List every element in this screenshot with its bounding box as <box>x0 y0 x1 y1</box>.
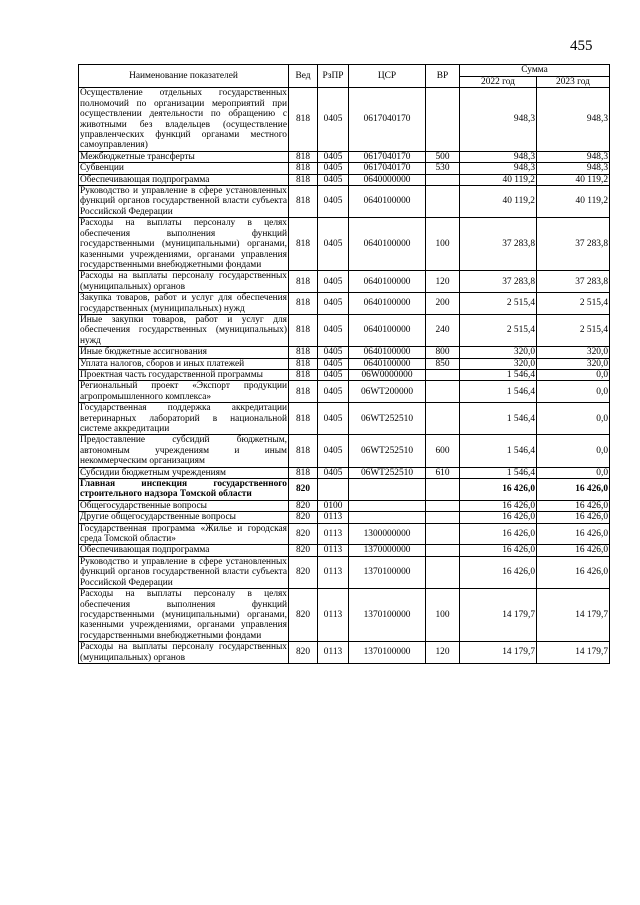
cell-ved: 818 <box>289 403 318 435</box>
table-row <box>79 358 610 369</box>
cell-rzpr: 0405 <box>318 218 349 271</box>
table-row <box>79 151 610 162</box>
cell-sum-2022: 37 283,8 <box>460 218 537 271</box>
cell-ved: 818 <box>289 293 318 315</box>
cell-sum-2023: 320,0 <box>537 347 610 358</box>
cell-vr: 120 <box>426 271 460 293</box>
cell-sum-2022: 14 179,7 <box>460 589 537 642</box>
cell-ved: 818 <box>289 381 318 403</box>
cell-sum-2022: 40 119,2 <box>460 186 537 218</box>
table-row <box>79 88 610 151</box>
cell-sum-2022: 2 515,4 <box>460 293 537 315</box>
header-rzpr: РзПР <box>318 65 349 88</box>
cell-vr <box>426 545 460 556</box>
cell-rzpr: 0100 <box>318 500 349 511</box>
cell-vr: 240 <box>426 314 460 346</box>
table-row <box>79 381 610 403</box>
header-year-2022: 2022 год <box>460 77 537 88</box>
cell-vr <box>426 174 460 185</box>
table-header <box>79 65 610 88</box>
table-row <box>79 186 610 218</box>
cell-rzpr: 0405 <box>318 314 349 346</box>
cell-rzpr: 0113 <box>318 642 349 664</box>
cell-csr: 06WT200000 <box>349 381 426 403</box>
table-body <box>79 88 610 664</box>
cell-name: Проектная часть государственной программы <box>79 369 289 380</box>
cell-name: Субвенции <box>79 163 289 174</box>
cell-rzpr: 0405 <box>318 381 349 403</box>
cell-sum-2023: 948,3 <box>537 88 610 151</box>
cell-vr <box>426 479 460 501</box>
cell-sum-2022: 16 426,0 <box>460 556 537 588</box>
cell-sum-2023: 320,0 <box>537 358 610 369</box>
cell-name: Предоставление субсидий бюджетным, автономным учреждениям и иным некоммерческим организациям <box>80 435 287 467</box>
cell-sum-2023: 2 515,4 <box>537 293 610 315</box>
cell-rzpr: 0405 <box>318 151 349 162</box>
cell-vr <box>426 381 460 403</box>
cell-name: Государственная поддержка аккредитации ветеринарных лабораторий в национальной системе аккредитации <box>80 403 287 434</box>
cell-ved: 820 <box>289 479 318 501</box>
cell-csr: 0640100000 <box>349 218 426 271</box>
cell-sum-2022: 320,0 <box>460 358 537 369</box>
cell-sum-2023: 16 426,0 <box>537 545 610 556</box>
cell-sum-2022: 948,3 <box>460 151 537 162</box>
table-row <box>79 293 610 315</box>
cell-vr: 850 <box>426 358 460 369</box>
cell-sum-2023: 948,3 <box>537 163 610 174</box>
cell-vr: 610 <box>426 467 460 478</box>
cell-name: Обеспечивающая подпрограмма <box>79 174 289 185</box>
cell-csr: 0640100000 <box>349 358 426 369</box>
cell-rzpr: 0405 <box>318 186 349 218</box>
cell-sum-2022: 1 546,4 <box>460 403 537 435</box>
cell-rzpr: 0405 <box>318 347 349 358</box>
table-row <box>79 369 610 380</box>
cell-sum-2023: 948,3 <box>537 151 610 162</box>
cell-vr: 600 <box>426 435 460 467</box>
cell-rzpr: 0405 <box>318 358 349 369</box>
cell-csr: 0617040170 <box>349 88 426 151</box>
table-row <box>79 403 610 435</box>
cell-name: Другие общегосударственные вопросы <box>79 512 289 523</box>
cell-ved: 820 <box>289 589 318 642</box>
cell-sum-2022: 320,0 <box>460 347 537 358</box>
cell-rzpr: 0113 <box>318 556 349 588</box>
table-row <box>79 271 610 293</box>
cell-name: Субсидии бюджетным учреждениям <box>79 467 289 478</box>
table-row <box>79 467 610 478</box>
table-row <box>79 479 610 501</box>
cell-rzpr: 0405 <box>318 467 349 478</box>
cell-name: Расходы на выплаты персоналу в целях обеспечения выполнения функций государственными (муниципальными) органами, казенными учреждениями, органами управления государственными внебюджетными фондами <box>80 218 287 270</box>
cell-csr: 1300000000 <box>349 523 426 545</box>
table-row <box>79 435 610 467</box>
header-sum: Сумма <box>460 65 610 77</box>
cell-vr <box>426 369 460 380</box>
cell-vr <box>426 500 460 511</box>
cell-sum-2022: 40 119,2 <box>460 174 537 185</box>
cell-rzpr: 0113 <box>318 512 349 523</box>
cell-ved: 818 <box>289 163 318 174</box>
cell-sum-2023: 0,0 <box>537 403 610 435</box>
table-row <box>79 218 610 271</box>
cell-name: Общегосударственные вопросы <box>79 500 289 511</box>
table-row <box>79 512 610 523</box>
cell-sum-2022: 16 426,0 <box>460 523 537 545</box>
cell-ved: 820 <box>289 556 318 588</box>
cell-vr: 120 <box>426 642 460 664</box>
cell-name: Иные бюджетные ассигнования <box>79 347 289 358</box>
cell-csr: 1370000000 <box>349 545 426 556</box>
table-row <box>79 545 610 556</box>
cell-csr: 1370100000 <box>349 589 426 642</box>
cell-name: Региональный проект «Экспорт продукции агропромышленного комплекса» <box>80 381 287 402</box>
cell-sum-2022: 1 546,4 <box>460 467 537 478</box>
cell-csr: 06W0000000 <box>349 369 426 380</box>
table-row <box>79 347 610 358</box>
cell-name: Расходы на выплаты персоналу государственных (муниципальных) органов <box>80 271 287 292</box>
cell-sum-2023: 40 119,2 <box>537 174 610 185</box>
cell-vr <box>426 186 460 218</box>
cell-rzpr: 0405 <box>318 174 349 185</box>
cell-vr <box>426 88 460 151</box>
cell-sum-2022: 948,3 <box>460 163 537 174</box>
cell-rzpr: 0113 <box>318 589 349 642</box>
header-name: Наименование показателей <box>79 65 289 88</box>
cell-rzpr: 0405 <box>318 163 349 174</box>
cell-vr: 530 <box>426 163 460 174</box>
cell-csr: 1370100000 <box>349 642 426 664</box>
cell-sum-2023: 2 515,4 <box>537 314 610 346</box>
cell-csr <box>349 500 426 511</box>
cell-sum-2022: 2 515,4 <box>460 314 537 346</box>
cell-vr <box>426 556 460 588</box>
cell-sum-2023: 40 119,2 <box>537 186 610 218</box>
cell-csr: 0640100000 <box>349 271 426 293</box>
cell-csr: 0640000000 <box>349 174 426 185</box>
cell-rzpr: 0405 <box>318 435 349 467</box>
cell-rzpr: 0113 <box>318 523 349 545</box>
cell-ved: 818 <box>289 358 318 369</box>
cell-vr <box>426 403 460 435</box>
table-row <box>79 500 610 511</box>
cell-csr: 0640100000 <box>349 293 426 315</box>
cell-name: Расходы на выплаты персоналу в целях обеспечения выполнения функций государственными (муниципальными) органами, казенными учреждениями, органами управления государственными внебюджетными фондами <box>80 589 287 641</box>
cell-csr: 06WT252510 <box>349 467 426 478</box>
cell-sum-2023: 0,0 <box>537 467 610 478</box>
cell-name: Обеспечивающая подпрограмма <box>79 545 289 556</box>
cell-ved: 818 <box>289 151 318 162</box>
cell-sum-2022: 16 426,0 <box>460 500 537 511</box>
cell-sum-2023: 16 426,0 <box>537 523 610 545</box>
cell-sum-2022: 1 546,4 <box>460 369 537 380</box>
cell-sum-2022: 948,3 <box>460 88 537 151</box>
cell-sum-2023: 0,0 <box>537 381 610 403</box>
cell-sum-2023: 16 426,0 <box>537 556 610 588</box>
table-row <box>79 174 610 185</box>
cell-ved: 818 <box>289 271 318 293</box>
cell-name: Закупка товаров, работ и услуг для обеспечения государственных (муниципальных) нужд <box>80 293 287 314</box>
header-year-2023: 2023 год <box>537 77 610 88</box>
cell-sum-2022: 1 546,4 <box>460 435 537 467</box>
cell-ved: 818 <box>289 467 318 478</box>
cell-rzpr <box>318 479 349 501</box>
cell-sum-2022: 1 546,4 <box>460 381 537 403</box>
cell-vr: 500 <box>426 151 460 162</box>
cell-csr: 1370100000 <box>349 556 426 588</box>
budget-table <box>78 64 610 664</box>
cell-vr <box>426 512 460 523</box>
cell-rzpr: 0113 <box>318 545 349 556</box>
table-row <box>79 642 610 664</box>
cell-name: Уплата налогов, сборов и иных платежей <box>79 358 289 369</box>
cell-ved: 818 <box>289 347 318 358</box>
cell-name: Руководство и управление в сфере установленных функций органов государственной власти субъекта Российской Федерации <box>80 556 287 588</box>
cell-sum-2023: 16 426,0 <box>537 500 610 511</box>
cell-rzpr: 0405 <box>318 403 349 435</box>
cell-ved: 818 <box>289 435 318 467</box>
cell-sum-2023: 37 283,8 <box>537 218 610 271</box>
cell-csr: 0640100000 <box>349 314 426 346</box>
cell-sum-2023: 0,0 <box>537 369 610 380</box>
cell-ved: 820 <box>289 512 318 523</box>
cell-sum-2022: 37 283,8 <box>460 271 537 293</box>
cell-ved: 820 <box>289 523 318 545</box>
cell-ved: 818 <box>289 186 318 218</box>
cell-rzpr: 0405 <box>318 271 349 293</box>
cell-ved: 818 <box>289 174 318 185</box>
cell-csr: 0617040170 <box>349 163 426 174</box>
cell-sum-2023: 0,0 <box>537 435 610 467</box>
cell-name: Государственная программа «Жилье и городская среда Томской области» <box>80 523 287 545</box>
cell-name: Межбюджетные трансферты <box>79 151 289 162</box>
cell-ved: 818 <box>289 369 318 380</box>
table-row <box>79 523 610 545</box>
cell-name: Руководство и управление в сфере установленных функций органов государственной власти субъекта Российской Федерации <box>80 186 287 217</box>
cell-ved: 820 <box>289 642 318 664</box>
table-row <box>79 314 610 346</box>
cell-sum-2023: 16 426,0 <box>537 479 610 501</box>
cell-csr <box>349 512 426 523</box>
cell-rzpr: 0405 <box>318 369 349 380</box>
page-number: 455 <box>570 38 593 54</box>
cell-name: Иные закупки товаров, работ и услуг для обеспечения государственных (муниципальных) нужд <box>80 314 287 346</box>
cell-csr: 06WT252510 <box>349 435 426 467</box>
cell-vr: 100 <box>426 589 460 642</box>
cell-ved: 818 <box>289 218 318 271</box>
cell-sum-2023: 14 179,7 <box>537 642 610 664</box>
cell-ved: 820 <box>289 500 318 511</box>
cell-csr: 0617040170 <box>349 151 426 162</box>
cell-sum-2023: 37 283,8 <box>537 271 610 293</box>
cell-name: Главная инспекция государственного строительного надзора Томской области <box>80 479 287 500</box>
cell-vr: 200 <box>426 293 460 315</box>
cell-csr: 06WT252510 <box>349 403 426 435</box>
table-row <box>79 556 610 588</box>
cell-sum-2023: 14 179,7 <box>537 589 610 642</box>
cell-name: Осуществление отдельных государственных полномочий по организации мероприятий при осуществлении деятельности по обращению с животными без владельцев (осуществление управленческих функций органами местного самоуправления) <box>80 88 287 151</box>
cell-name: Расходы на выплаты персоналу государственных (муниципальных) органов <box>80 642 287 663</box>
header-csr: ЦСР <box>349 65 426 88</box>
cell-rzpr: 0405 <box>318 88 349 151</box>
cell-ved: 818 <box>289 88 318 151</box>
cell-sum-2023: 16 426,0 <box>537 512 610 523</box>
cell-vr: 800 <box>426 347 460 358</box>
cell-sum-2022: 16 426,0 <box>460 545 537 556</box>
table-row <box>79 163 610 174</box>
table-row <box>79 589 610 642</box>
cell-ved: 820 <box>289 545 318 556</box>
cell-ved: 818 <box>289 314 318 346</box>
header-vr: ВР <box>426 65 460 88</box>
cell-csr: 0640100000 <box>349 347 426 358</box>
cell-vr: 100 <box>426 218 460 271</box>
cell-vr <box>426 523 460 545</box>
cell-sum-2022: 16 426,0 <box>460 479 537 501</box>
cell-rzpr: 0405 <box>318 293 349 315</box>
cell-sum-2022: 14 179,7 <box>460 642 537 664</box>
cell-sum-2022: 16 426,0 <box>460 512 537 523</box>
header-ved: Вед <box>289 65 318 88</box>
cell-csr: 0640100000 <box>349 186 426 218</box>
cell-csr <box>349 479 426 501</box>
